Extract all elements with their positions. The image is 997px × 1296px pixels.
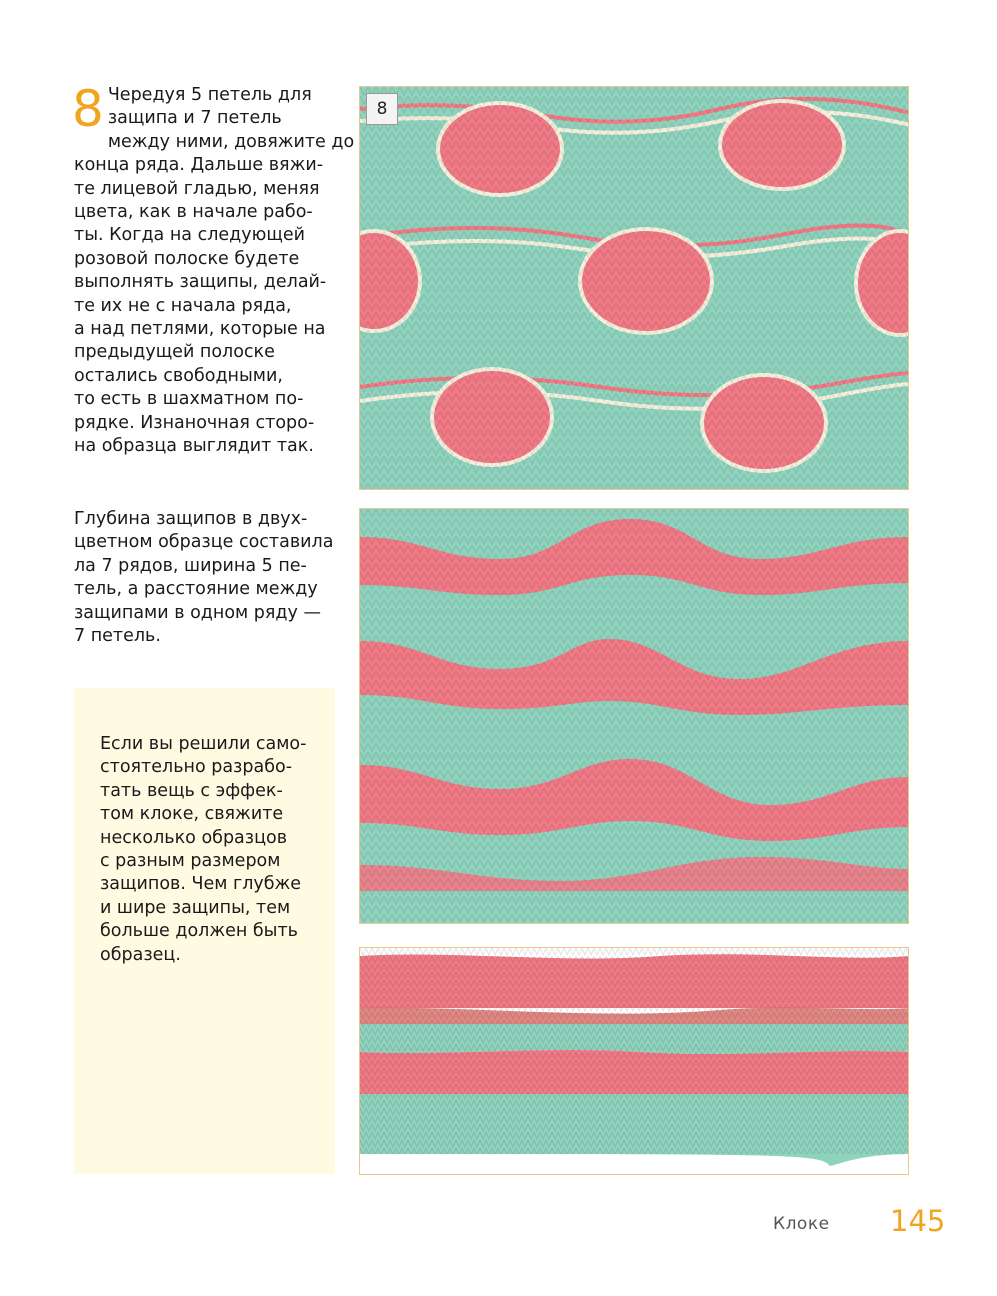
step-line: между ними, довяжите до [107,131,355,152]
tip-line: стоятельно разрабо- [100,757,293,778]
step-line: предыдущей полоске [74,342,275,363]
paragraph-line: Глубина защипов в двух- [74,509,308,529]
tip-line: том клоке, свяжите [100,804,284,825]
knit-sample-photo-edge [359,947,909,1175]
paragraph-line: цветном образце составила [74,532,334,553]
step-line: розовой полоске будете [74,248,300,269]
step-line: на образца выглядит так. [74,436,314,457]
page-number: 145 [890,1204,946,1238]
step-line: те их не с начала ряда, [74,295,292,316]
knit-sample-photo-front [359,86,909,490]
step-line: то есть в шахматном по- [74,389,304,410]
paragraph-line: тель, а расстояние между [74,579,318,600]
paragraph-line: защипами в одном ряду — [74,602,321,623]
footer-section-title: Клоке [773,1214,830,1234]
step-line: выполнять защипы, делай- [74,272,327,293]
step-line: Чередуя 5 петель для [107,85,312,105]
paragraph-line: 7 петель. [74,626,161,647]
step-line: рядке. Изнаночная сторо- [74,412,315,433]
step-line: остались свободными, [74,365,283,386]
paragraph-line: ла 7 рядов, ширина 5 пе- [74,555,307,576]
tip-line: защипов. Чем глубже [100,874,302,895]
tip-line: Если вы решили само- [100,734,307,754]
step-line: те лицевой гладью, меняя [74,178,320,199]
knit-sample-illustration [360,948,909,1175]
depth-description [74,508,339,648]
knit-sample-photo-back [359,508,909,924]
step-line: цвета, как в начале рабо- [74,202,313,223]
step-line: конца ряда. Дальше вяжи- [74,155,324,176]
knit-sample-illustration [360,87,909,490]
tip-line: несколько образцов [100,827,288,848]
tip-line: с разным размером [100,851,281,872]
step-line: защипа и 7 петель [107,108,282,129]
step-line: а над петлями, которые на [74,319,326,340]
tip-line: и шире защипы, тем [100,897,291,918]
step-line: ты. Когда на следующей [74,225,305,246]
tip-line: образец. [100,944,181,965]
photo-step-label: 8 [366,93,398,125]
tip-line: больше должен быть [100,921,298,942]
tip-box [74,688,335,1174]
step-8-text [72,80,355,459]
step-number: 8 [72,80,104,138]
knit-sample-illustration [360,509,909,924]
tip-line: тать вещь с эффек- [100,780,283,801]
tip-text [100,733,306,967]
